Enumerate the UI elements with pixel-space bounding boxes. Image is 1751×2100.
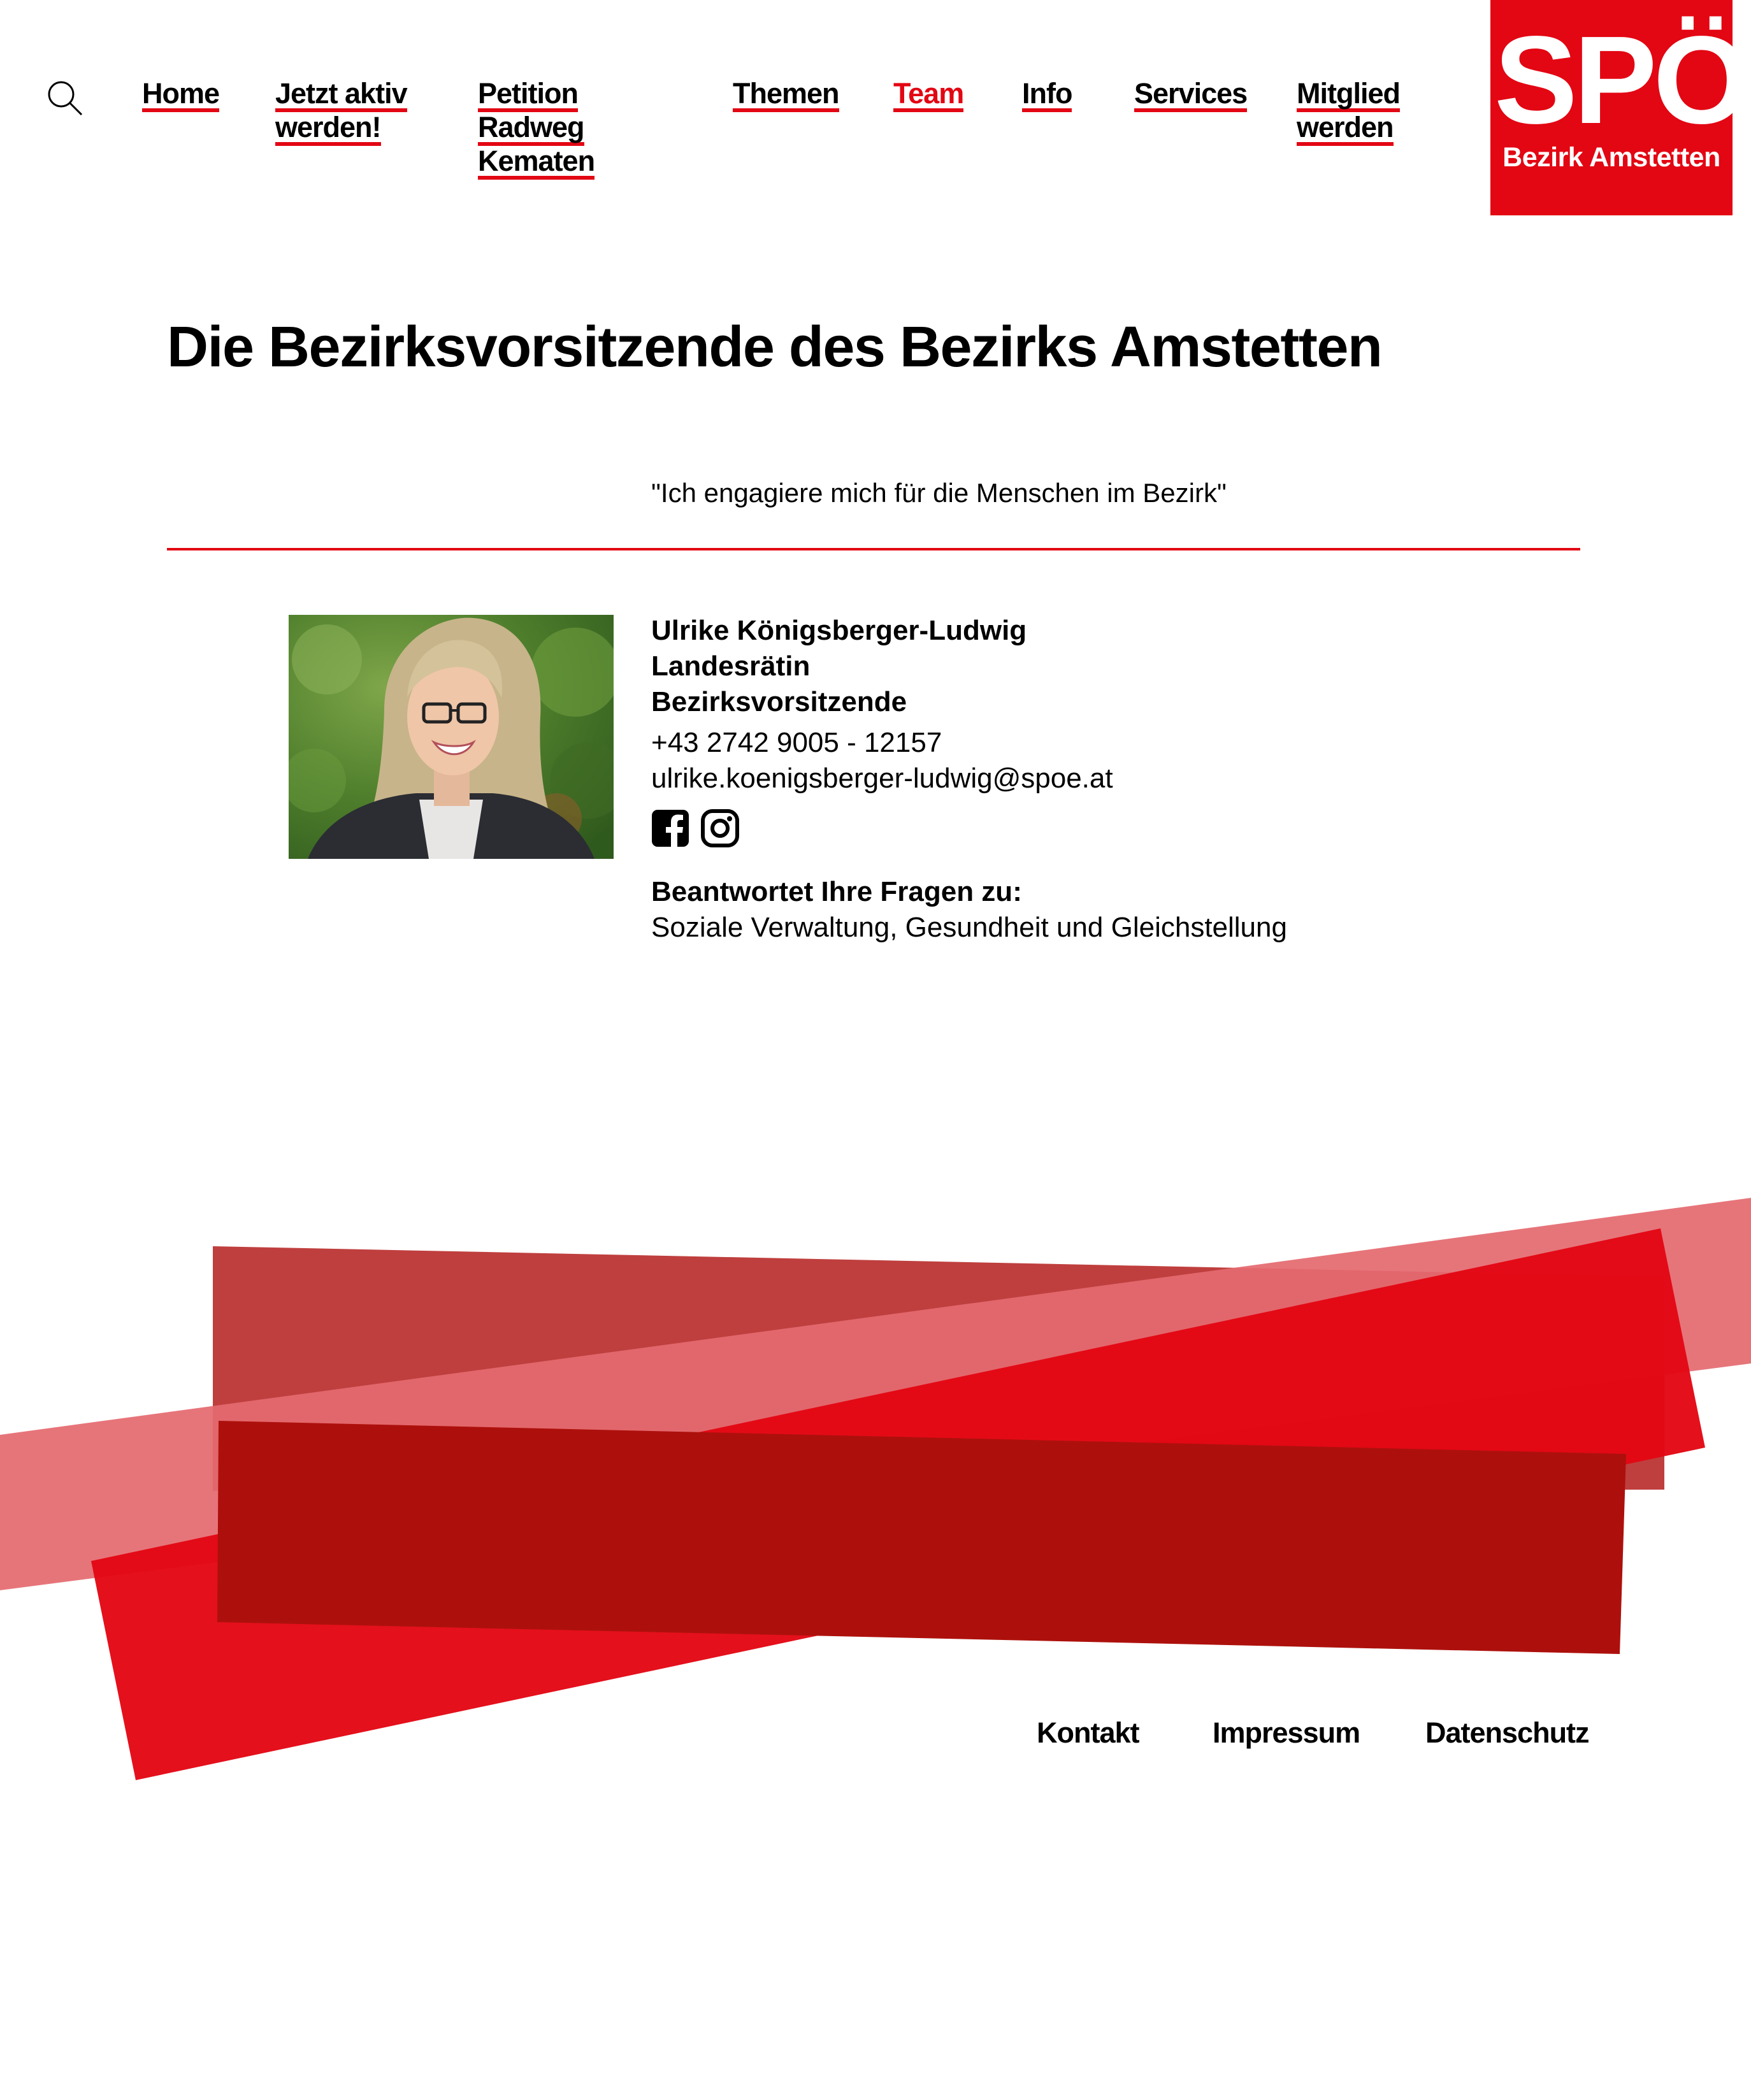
person-role-1: Landesrätin (651, 651, 811, 682)
nav-jetzt-aktiv-line2: werden! (275, 111, 381, 146)
page-title: Die Bezirksvorsitzende des Bezirks Amstetten (167, 315, 1382, 379)
nav-services[interactable] (1134, 76, 1247, 110)
footer-impressum[interactable]: Impressum (1213, 1716, 1360, 1749)
nav-info[interactable] (1022, 76, 1072, 110)
nav-petition-radweg-kematen[interactable] (478, 76, 594, 178)
nav-petition-line2: Radweg (478, 111, 584, 146)
search-button[interactable] (46, 79, 84, 117)
person-card (651, 613, 1480, 946)
nav-services-label: Services (1134, 77, 1247, 112)
logo-wordmark: SPÖ (1494, 10, 1747, 150)
footer-kontakt[interactable]: Kontakt (1037, 1716, 1139, 1749)
quote: "Ich engagiere mich für die Menschen im Bezirk" (651, 478, 1227, 508)
search-icon (46, 79, 84, 117)
portrait-photo (289, 615, 614, 859)
person-phone[interactable]: +43 2742 9005 - 12157 (651, 727, 942, 758)
questions-topics: Soziale Verwaltung, Gesundheit und Gleichstellung (651, 912, 1287, 943)
nav-mitglied-werden[interactable] (1297, 76, 1400, 144)
person-role-2: Bezirksvorsitzende (651, 686, 907, 717)
questions-heading: Beantwortet Ihre Fragen zu: (651, 876, 1022, 907)
nav-petition-line1: Petition (478, 77, 578, 112)
nav-jetzt-aktiv-werden[interactable] (275, 76, 407, 144)
social-links (651, 809, 1480, 849)
nav-petition-line3: Kematen (478, 145, 594, 180)
logo-subtitle: Bezirk Amstetten (1502, 142, 1720, 173)
nav-themen[interactable] (733, 76, 839, 110)
divider (167, 548, 1580, 550)
spoe-logo[interactable] (1490, 0, 1747, 215)
nav-mitglied-line1: Mitglied (1297, 77, 1400, 112)
person-name: Ulrike Königsberger-Ludwig (651, 615, 1027, 646)
nav-team[interactable] (893, 76, 963, 110)
nav-home[interactable] (142, 76, 219, 110)
instagram-icon[interactable] (701, 809, 739, 847)
nav-jetzt-aktiv-line1: Jetzt aktiv (275, 77, 407, 112)
footer-datenschutz[interactable]: Datenschutz (1425, 1716, 1589, 1749)
nav-info-label: Info (1022, 77, 1072, 112)
nav-home-label: Home (142, 77, 219, 112)
facebook-icon[interactable] (651, 809, 689, 847)
person-email[interactable]: ulrike.koenigsberger-ludwig@spoe.at (651, 763, 1113, 794)
nav-mitglied-line2: werden (1297, 111, 1394, 146)
nav-team-label: Team (893, 77, 963, 112)
nav-themen-label: Themen (733, 77, 839, 112)
footer-decoration (0, 1198, 1751, 1797)
